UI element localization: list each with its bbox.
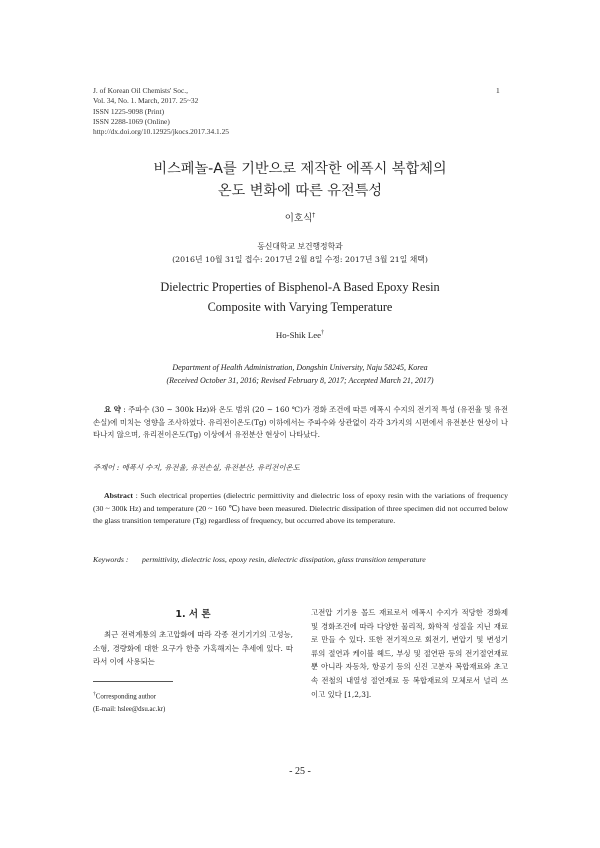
abstract-korean: 요 약 : 주파수 (30 ~ 300k Hz)와 온도 범위 (20 ~ 160 ℃)가 경화 조건에 따른 에폭시 수지의 전기적 특성 (유전율 및 유전손실)에 미치는 영향을 조사하였다. 유리전이온도(Tg) 이하에서는 주파수와 상관없이 각각 3가지의 시편에서 유전분산 현상이 나타나지 않으며, 유리전이온도(Tg) 이상에서 유전분산 현상이 나타났다. xyxy=(93,405,508,440)
footnote-mark: † xyxy=(93,691,96,697)
footnote-divider xyxy=(93,681,173,682)
footnote-author: Corresponding author xyxy=(95,693,157,701)
title-korean-line-1: 비스페놀-A를 기반으로 제작한 에폭시 복합체의 xyxy=(153,161,447,177)
abstract-korean-label: 요 약 xyxy=(104,405,121,414)
abstract-english: Abstract : Such electrical properties (dielectric permittivity and dielectric loss of epoxy resin with the variations of frequency (30 ~ 300k Hz) and temperature (20 ~ 160 ℃) have been measured. Dielectric dissipation of three specimen did not occurred below the glass transition temperature (Tg) regardless of frequency, but occurred above its temperature. xyxy=(93,491,508,526)
journal-volume: Vol. 34, No. 1. March, 2017. 25~32 xyxy=(93,96,199,106)
corresponding-mark: † xyxy=(312,211,316,219)
abstract-english-text: Such electrical properties (dielectric permittivity and dielectric loss of epoxy resin with the variations of frequency (30 ~ 300k Hz) and temperature (20 ~ 160 ℃) have been measured. Dielectric dissipation of three specimen did not occurred below the glass transition temperature (Tg) regardless of frequency, but occurred above its temperature. xyxy=(93,491,508,526)
footnote xyxy=(93,688,165,716)
abstract-korean-text: 주파수 (30 ~ 300k Hz)와 온도 범위 (20 ~ 160 ℃)가 경화 조건에 따른 에폭시 수지의 전기적 특성 (유전율 및 유전손실)에 미치는 영향을 조사하였다. 유리전이온도(Tg) 이하에서는 주파수와 상관없이 각각 3가지의 시편에서 유전분산 현상이 나타나지 않으며, 유리전이온도(Tg) 이상에서 유전분산 현상이 나타났다. xyxy=(93,405,508,440)
introduction-right-column: 고전압 기기용 몰드 재료로서 에폭시 수지가 적당한 경화제 및 경화조건에 따라 다양한 물리적, 화학적 성질을 지닌 재료로 만들 수 있다. 또한 전기적으로 회전기, 변압기 및 변성기류의 절연과 케이블 헤드, 부싱 및 절연판 등의 전기절연재료뿐 아니라 자동차, 항공기 등의 신진 고분자 복합재료와 초고속 전철의 내열성 절연재료 등 복합재료의 모체로서 널리 쓰이고 있다 [1,2,3]. xyxy=(311,608,508,699)
journal-name: J. of Korean Oil Chemists' Soc., xyxy=(93,86,188,95)
page-number: 1 xyxy=(496,86,500,95)
dates-korean: (2016년 10월 31일 접수: 2017년 2월 8일 수정: 2017년 3월 21일 채택) xyxy=(172,254,428,264)
keywords-english xyxy=(93,554,426,567)
section-heading-introduction: 1. 서 론 xyxy=(175,609,211,620)
author-korean-name: 이호식 xyxy=(284,213,313,224)
title-english-line-2: Composite with Varying Temperature xyxy=(207,299,393,314)
title-korean-line-2: 온도 변화에 따른 유전특성 xyxy=(217,183,383,199)
doi-link[interactable]: http://dx.doi.org/10.12925/jkocs.2017.34.1.25 xyxy=(93,127,229,137)
issn-online: ISSN 2288-1069 (Online) xyxy=(93,116,170,126)
affiliation-english xyxy=(0,362,600,387)
affiliation-english-dept: Department of Health Administration, Dongshin University, Naju 58245, Korea xyxy=(172,363,428,372)
author-english xyxy=(0,330,600,340)
title-korean xyxy=(0,158,600,202)
corresponding-mark-en: † xyxy=(321,330,325,337)
issn-print: ISSN 1225-9098 (Print) xyxy=(93,106,165,116)
keywords-korean: 주제어 : 에폭시 수지, 유전율, 유전손실, 유전분산, 유리전이온도 xyxy=(93,463,300,472)
title-english xyxy=(0,278,600,317)
affiliation-korean-dept: 동신대학교 보건행정학과 xyxy=(257,242,343,251)
keywords-english-list: permittivity, dielectric loss, epoxy resin, dielectric dissipation, glass transition temperature xyxy=(142,555,426,564)
abstract-english-label: Abstract xyxy=(104,491,134,500)
author-korean xyxy=(0,210,600,224)
journal-meta xyxy=(93,86,229,137)
title-english-line-1: Dielectric Properties of Bisphenol-A Based Epoxy Resin xyxy=(160,280,440,294)
affiliation-korean xyxy=(0,241,600,266)
introduction-left-column: 최근 전력계통의 초고압화에 따라 각종 전기기기의 고성능, 소형, 경량화에 대한 요구가 한층 가혹해지는 추세에 있다. 따라서 이에 사용되는 xyxy=(93,630,293,667)
dates-english: (Received October 31, 2016; Revised February 8, 2017; Accepted March 21, 2017) xyxy=(166,375,434,385)
page-folio: - 25 - xyxy=(289,766,311,777)
footnote-email: (E-mail: hslee@dsu.ac.kr) xyxy=(93,705,166,713)
author-english-name: Ho-Shik Lee xyxy=(275,330,322,340)
keywords-english-label: Keywords : xyxy=(93,555,129,564)
